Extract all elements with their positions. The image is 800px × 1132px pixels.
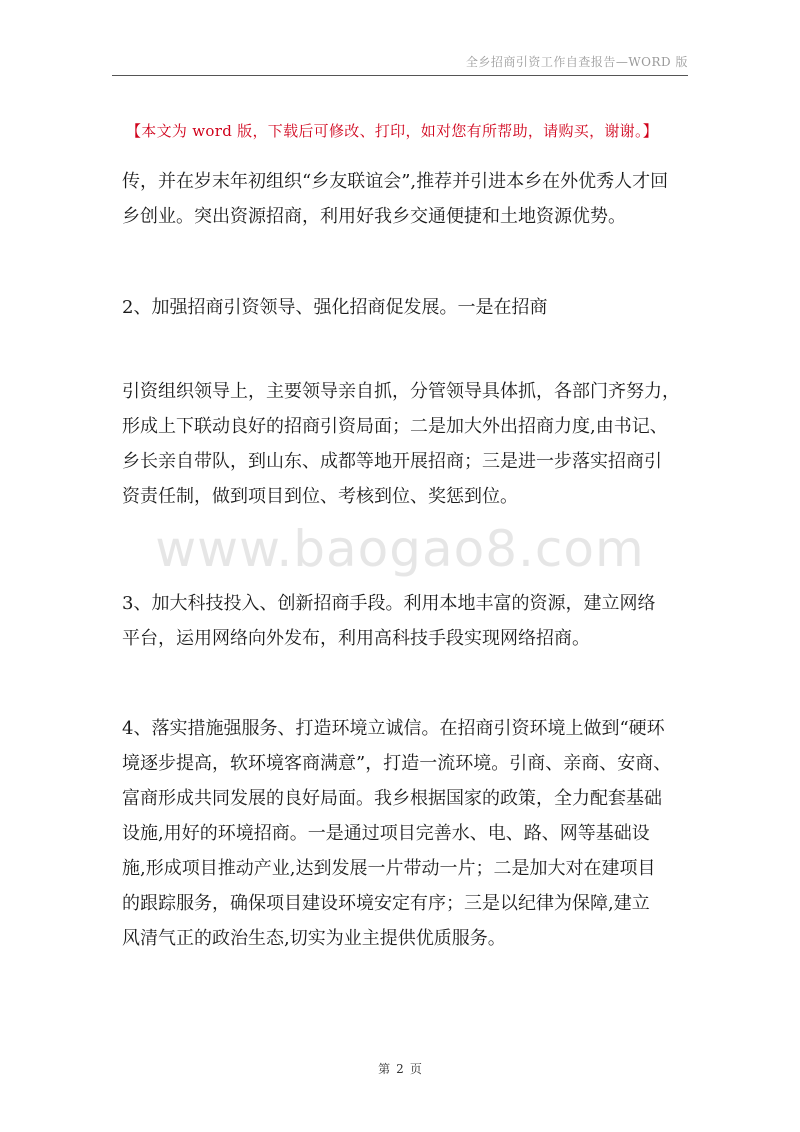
text-line: 4、落实措施强服务、打造环境立诚信。在招商引资环境上做到“硬环 xyxy=(122,718,665,739)
watermark: www.baogao8.com xyxy=(155,520,645,578)
download-notice: 【本文为 word 版，下载后可修改、打印，如对您有所帮助，请购买，谢谢。】 xyxy=(126,122,659,140)
header-rule xyxy=(112,75,688,76)
text-line: 平台，运用网络向外发布，利用高科技手段实现网络招商。 xyxy=(122,628,590,649)
footer-prefix: 第 xyxy=(378,1062,391,1076)
text-line: 乡长亲自带队，到山东、成都等地开展招商；三是进一步落实招商引 xyxy=(122,451,662,472)
text-line: 的跟踪服务，确保项目建设环境安定有序；三是以纪律为保障,建立 xyxy=(122,893,650,914)
text-line: 3、加大科技投入、创新招商手段。利用本地丰富的资源，建立网络 xyxy=(122,593,656,614)
paragraph-2 xyxy=(122,290,682,325)
text-line: 引资组织领导上，主要领导亲自抓，分管领导具体抓，各部门齐努力， xyxy=(122,381,680,402)
text-line: 形成上下联动良好的招商引资局面；二是加大外出招商力度,由书记、 xyxy=(122,416,668,437)
text-line: 2、加强招商引资领导、强化招商促发展。一是在招商 xyxy=(122,297,548,318)
paragraph-4 xyxy=(122,586,682,656)
page-footer xyxy=(0,1060,800,1077)
running-header-title: 全乡招商引资工作自查报告—WORD 版 xyxy=(465,55,688,69)
text-line: 资责任制，做到项目到位、考核到位、奖惩到位。 xyxy=(122,486,518,507)
text-line: 传，并在岁末年初组织“乡友联谊会”,推荐并引进本乡在外优秀人才回 xyxy=(122,171,669,192)
paragraph-1 xyxy=(122,164,682,234)
paragraph-5 xyxy=(122,711,682,956)
text-line: 富商形成共同发展的良好局面。我乡根据国家的政策，全力配套基础 xyxy=(122,788,662,809)
text-line: 风清气正的政治生态,切实为业主提供优质服务。 xyxy=(122,928,506,949)
page-number: 2 xyxy=(396,1062,404,1076)
text-line: 境逐步提高，软环境客商满意”，打造一流环境。引商、亲商、安商、 xyxy=(122,753,672,774)
footer-suffix: 页 xyxy=(409,1062,422,1076)
text-line: 乡创业。突出资源招商，利用好我乡交通便捷和土地资源优势。 xyxy=(122,206,626,227)
text-line: 设施,用好的环境招商。一是通过项目完善水、电、路、网等基础设 xyxy=(122,823,650,844)
paragraph-3 xyxy=(122,374,682,514)
text-line: 施,形成项目推动产业,达到发展一片带动一片；二是加大对在建项目 xyxy=(122,858,656,879)
